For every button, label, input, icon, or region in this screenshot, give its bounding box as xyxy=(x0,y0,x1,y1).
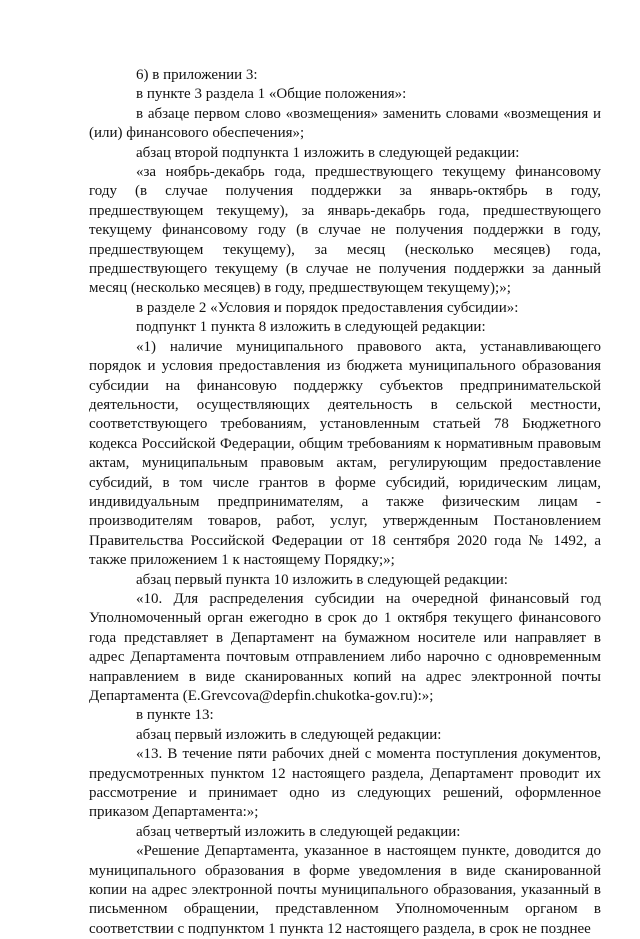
paragraph: в пункте 13: xyxy=(136,707,214,724)
paragraph: «10. Для распределения субсидии на очередной финансовый год Уполномоченный орган ежегодно в срок до 1 октября текущего финансового года представляет в Департамент на бумажном носителе или направляет в адрес Департамента почтовым отправлением либо нарочно с одновременным направлением в виде сканированных копий на адрес электронной почты Департамента (E.Grevcova@depfin.chukotka-gov.ru):»; xyxy=(89,590,601,704)
paragraph: «Решение Департамента, указанное в настоящем пункте, доводится до муниципального образования в форме уведомления в виде сканированной копии на адрес электронной почты муниципального образования, указанный в письменном обращении, представленном Уполномоченным органом в соответствии с подпунктом 1 пункта 12 настоящего раздела, в срок не позднее xyxy=(89,843,601,937)
paragraph: подпункт 1 пункта 8 изложить в следующей редакции: xyxy=(136,319,486,336)
document-body xyxy=(89,66,601,939)
paragraph: 6) в приложении 3: xyxy=(136,67,258,83)
paragraph: абзац четвертый изложить в следующей редакции: xyxy=(136,823,461,840)
paragraph: «13. В течение пяти рабочих дней с момента поступления документов, предусмотренных пунктом 12 настоящего раздела, Департамент проводит их рассмотрение и принимает одно из следующих решений, оформленное приказом Департамента:»; xyxy=(89,746,601,821)
paragraph: абзац первый изложить в следующей редакции: xyxy=(136,726,442,743)
paragraph: абзац второй подпункта 1 изложить в следующей редакции: xyxy=(136,144,520,161)
paragraph: в абзаце первом слово «возмещения» заменить словами «возмещения и (или) финансового обеспечения»; xyxy=(89,105,601,142)
paragraph: «1) наличие муниципального правового акта, устанавливающего порядок и условия предоставления из бюджета муниципального образования субсидии на финансовую поддержку субъектов предпринимательской деятельности, осуществляющих деятельность в сельской местности, соответствующего требованиям, установленным статьей 78 Бюджетного кодекса Российской Федерации, общим требованиям к нормативным правовым актам, муниципальным правовым актам, регулирующим предоставление субсидий, в том числе грантов в форме субсидий, юридическим лицам, индивидуальным предпринимателям, а также физическим лицам - производителям товаров, работ, услуг, утвержденным Постановлением Правительства Российской Федерации от 18 сентября 2020 года № 1492, а также приложением 1 к настоящему Порядку;»; xyxy=(89,338,601,569)
paragraph: абзац первый пункта 10 изложить в следующей редакции: xyxy=(136,571,508,588)
paragraph: в пункте 3 раздела 1 «Общие положения»: xyxy=(136,86,407,103)
paragraph: «за ноябрь-декабрь года, предшествующего текущему финансовому году (в случае получения поддержки за январь-октябрь в году, предшествующем текущему), за январь-декабрь года, предшествующего текущему финансовому году (в случае не получения поддержки в году, предшествующем текущему), за месяц (несколько месяцев) года, предшествующего текущему (в случае не получения поддержки за данный месяц (несколько месяцев) в году, предшествующем текущему);»; xyxy=(89,164,601,297)
paragraph: в разделе 2 «Условия и порядок предоставления субсидии»: xyxy=(136,299,519,316)
